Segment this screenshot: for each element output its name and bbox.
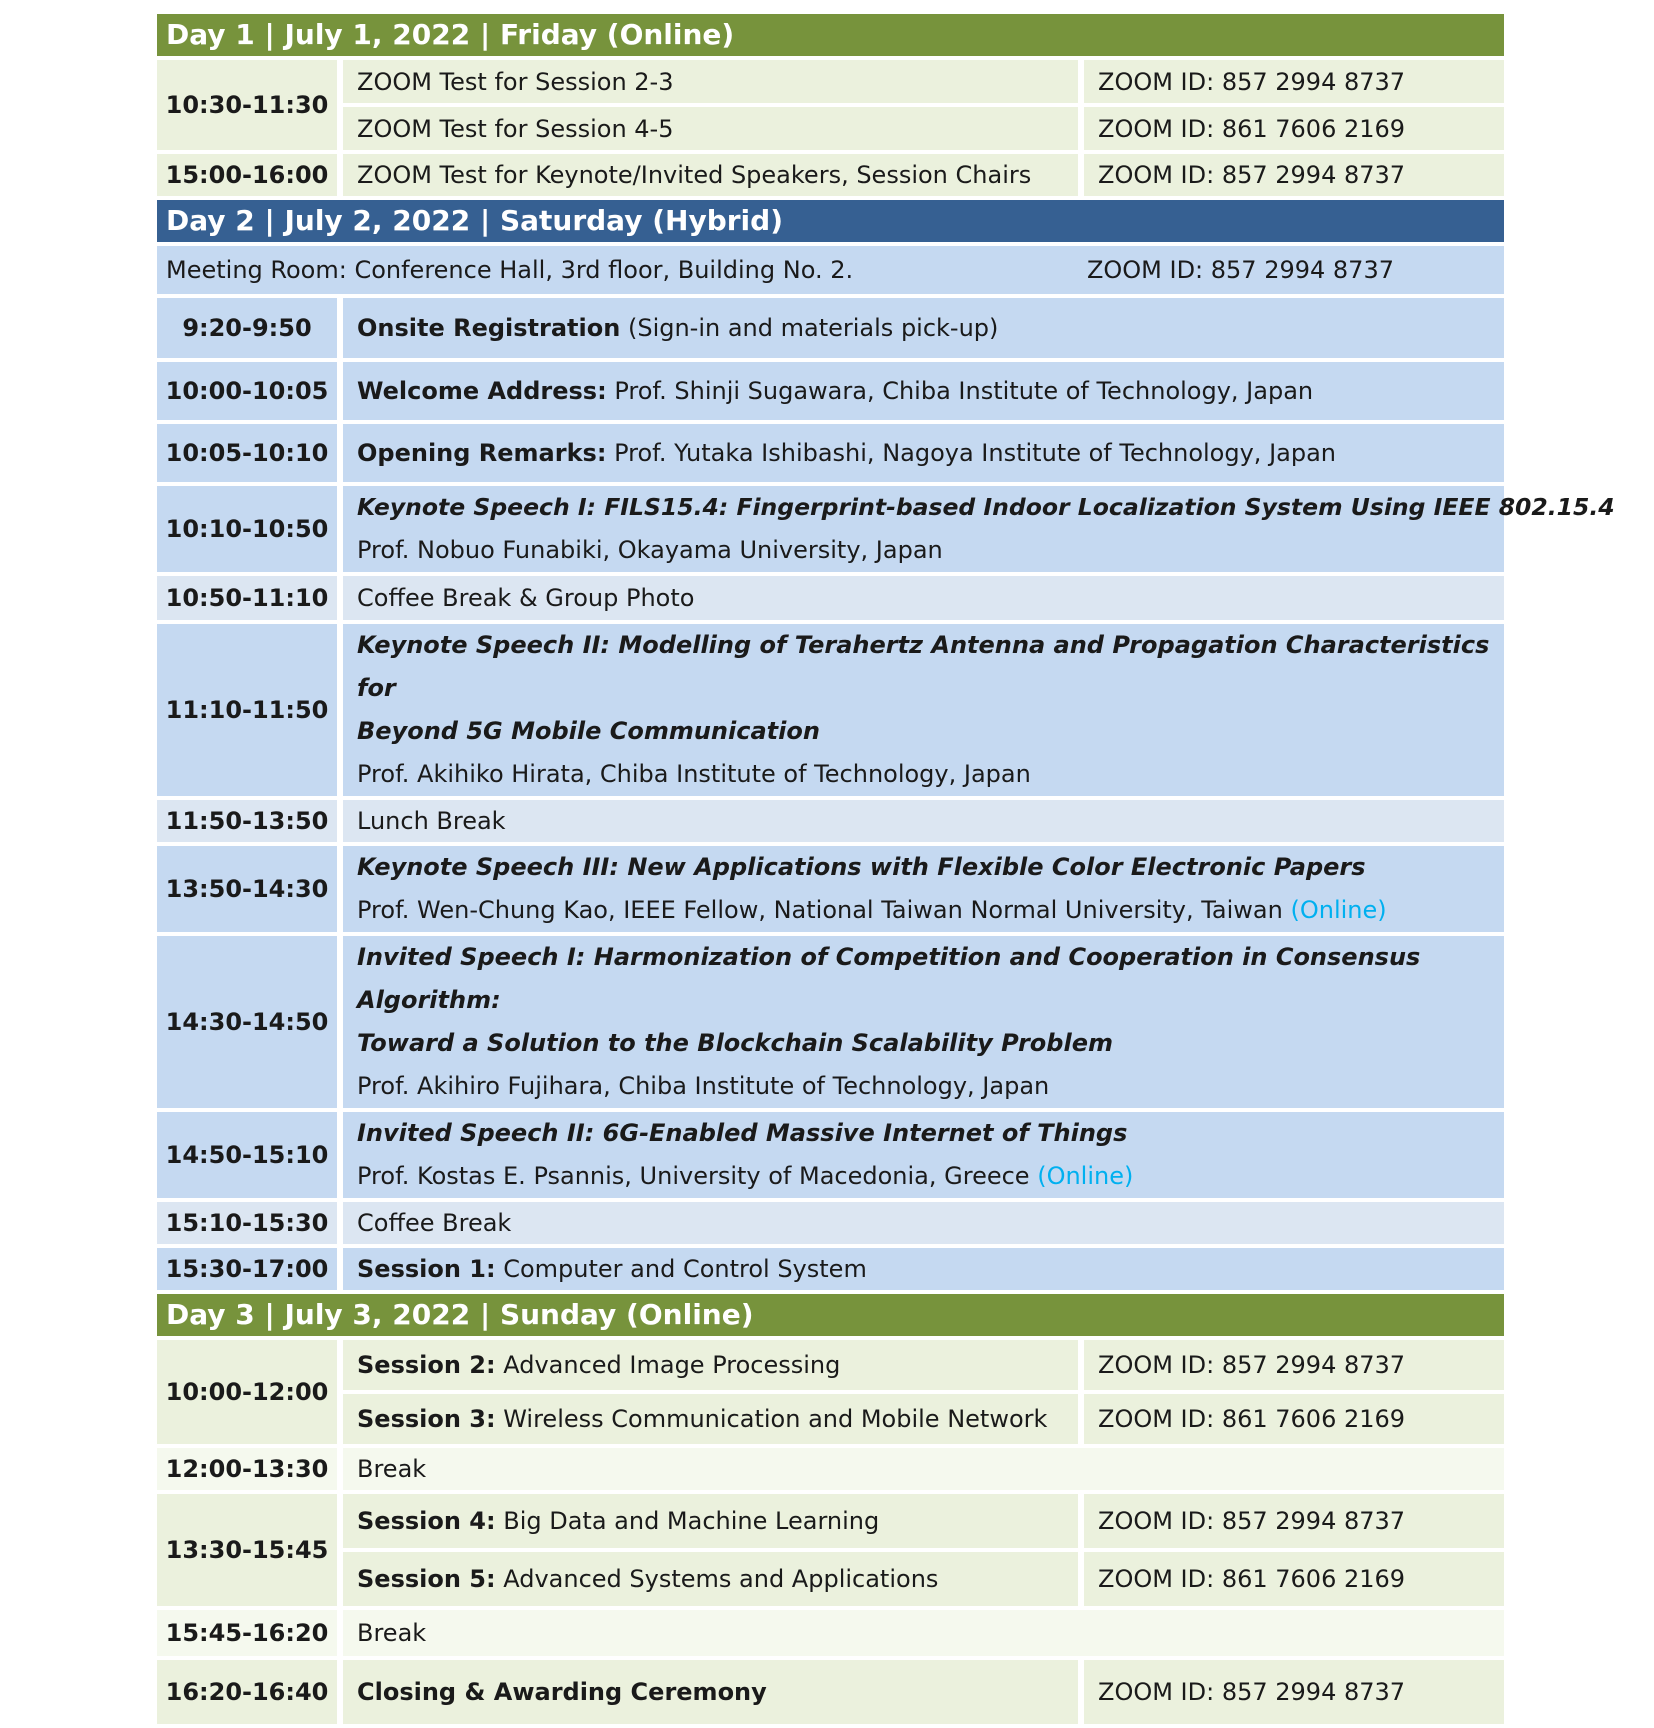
session-title: ZOOM Test for Keynote/Invited Speakers, Session Chairs	[343, 154, 1078, 196]
item-text: Computer and Control System	[495, 1255, 867, 1283]
item-label: Session 3:	[357, 1405, 496, 1433]
table-row	[157, 1248, 1504, 1290]
table-row	[157, 1394, 1504, 1444]
item-text: Prof. Shinji Sugawara, Chiba Institute of Technology, Japan	[606, 377, 1314, 405]
table-row	[157, 936, 1504, 1108]
time-cell: 10:10-10:50	[157, 486, 343, 572]
zoom-id: ZOOM ID: 861 7606 2169	[1078, 1394, 1504, 1444]
zoom-id: ZOOM ID: 857 2994 8737	[1078, 154, 1504, 196]
item-text: Big Data and Machine Learning	[495, 1507, 880, 1535]
keynote-title: Keynote Speech I: FILS15.4: Fingerprint-based Indoor Localization System Using IEEE 802.15.4	[357, 493, 1615, 521]
meeting-room: Meeting Room: Conference Hall, 3rd floor, Building No. 2.	[166, 256, 854, 284]
online-tag: (Online)	[1290, 896, 1387, 924]
table-row	[157, 1340, 1504, 1390]
item-text: Prof. Yutaka Ishibashi, Nagoya Institute of Technology, Japan	[606, 439, 1336, 467]
item-label: Session 5:	[357, 1565, 496, 1593]
time-cell: 10:50-11:10	[157, 576, 343, 620]
table-row	[157, 60, 1504, 103]
table-row	[157, 800, 1504, 842]
table-row	[157, 107, 1504, 150]
time-cell: 10:30-11:30	[157, 60, 343, 150]
time-cell: 10:05-10:10	[157, 424, 343, 482]
table-row	[157, 154, 1504, 196]
day2-header: Day 2 | July 2, 2022 | Saturday (Hybrid)	[157, 200, 1504, 242]
zoom-id: ZOOM ID: 857 2994 8737	[1078, 1340, 1504, 1390]
time-cell: 10:00-12:00	[157, 1340, 343, 1444]
time-cell: 15:00-16:00	[157, 154, 343, 196]
speaker: Prof. Nobuo Funabiki, Okayama University, Japan	[357, 536, 943, 564]
item-label: Session 4:	[357, 1507, 496, 1535]
item-text: Lunch Break	[343, 800, 1504, 842]
day2-header-row	[157, 200, 1504, 242]
time-cell: 12:00-13:30	[157, 1448, 343, 1490]
time-cell: 13:30-15:45	[157, 1494, 343, 1606]
item-text: Wireless Communication and Mobile Network	[495, 1405, 1048, 1433]
item-label: Onsite Registration	[357, 314, 621, 342]
table-row	[157, 1202, 1504, 1244]
day3-header-row	[157, 1294, 1504, 1336]
table-row	[157, 1552, 1504, 1606]
time-cell: 15:10-15:30	[157, 1202, 343, 1244]
table-row	[157, 1660, 1504, 1724]
keynote-title: Keynote Speech II: Modelling of Terahertz Antenna and Propagation Characteristics for	[357, 631, 1490, 702]
time-cell: 14:50-15:10	[157, 1112, 343, 1198]
item-text: Break	[343, 1448, 1504, 1490]
time-cell: 10:00-10:05	[157, 362, 343, 420]
item-text: Advanced Image Processing	[495, 1351, 841, 1379]
zoom-id: ZOOM ID: 861 7606 2169	[1078, 1552, 1504, 1606]
table-row	[157, 486, 1504, 572]
item-text: Coffee Break	[343, 1202, 1504, 1244]
zoom-id: ZOOM ID: 857 2994 8737	[1078, 60, 1504, 103]
item-text: Coffee Break & Group Photo	[343, 576, 1504, 620]
time-cell: 9:20-9:50	[157, 298, 343, 358]
table-row	[157, 362, 1504, 420]
time-cell: 15:45-16:20	[157, 1610, 343, 1656]
table-row	[157, 846, 1504, 932]
zoom-id: ZOOM ID: 857 2994 8737	[1086, 256, 1394, 284]
session-title: ZOOM Test for Session 4-5	[343, 107, 1078, 150]
invited-title: Invited Speech I: Harmonization of Competition and Cooperation in Consensus Algorithm:	[357, 943, 1421, 1014]
table-row	[157, 424, 1504, 482]
table-row	[157, 1112, 1504, 1198]
item-label: Closing & Awarding Ceremony	[343, 1660, 1078, 1724]
table-row	[157, 1448, 1504, 1490]
item-text: Break	[343, 1610, 1504, 1656]
invited-title: Invited Speech II: 6G-Enabled Massive Internet of Things	[357, 1119, 1128, 1147]
keynote-title: Keynote Speech III: New Applications with Flexible Color Electronic Papers	[357, 853, 1366, 881]
speaker: Prof. Kostas E. Psannis, University of Macedonia, Greece	[357, 1162, 1038, 1190]
day1-header: Day 1 | July 1, 2022 | Friday (Online)	[157, 14, 1504, 56]
time-cell: 14:30-14:50	[157, 936, 343, 1108]
invited-title-cont: Toward a Solution to the Blockchain Scalability Problem	[357, 1029, 1113, 1057]
item-text: Advanced Systems and Applications	[495, 1565, 939, 1593]
zoom-id: ZOOM ID: 857 2994 8737	[1078, 1660, 1504, 1724]
time-cell: 16:20-16:40	[157, 1660, 343, 1724]
item-label: Session 1:	[357, 1255, 496, 1283]
time-cell: 11:50-13:50	[157, 800, 343, 842]
zoom-id: ZOOM ID: 857 2994 8737	[1078, 1494, 1504, 1548]
speaker: Prof. Wen-Chung Kao, IEEE Fellow, National Taiwan Normal University, Taiwan	[357, 896, 1291, 924]
item-label: Session 2:	[357, 1351, 496, 1379]
item-label: Opening Remarks:	[357, 439, 607, 467]
time-cell: 11:10-11:50	[157, 624, 343, 796]
speaker: Prof. Akihiko Hirata, Chiba Institute of Technology, Japan	[357, 760, 1031, 788]
zoom-id: ZOOM ID: 861 7606 2169	[1078, 107, 1504, 150]
table-row	[157, 624, 1504, 796]
item-label: Welcome Address:	[357, 377, 607, 405]
item-text: (Sign-in and materials pick-up)	[620, 314, 999, 342]
schedule-table	[157, 10, 1615, 1728]
time-cell: 13:50-14:30	[157, 846, 343, 932]
table-row	[157, 1610, 1504, 1656]
table-row	[157, 576, 1504, 620]
online-tag: (Online)	[1037, 1162, 1134, 1190]
keynote-title-cont: Beyond 5G Mobile Communication	[357, 717, 820, 745]
session-title: ZOOM Test for Session 2-3	[343, 60, 1078, 103]
table-row	[157, 298, 1504, 358]
day3-header: Day 3 | July 3, 2022 | Sunday (Online)	[157, 1294, 1504, 1336]
meeting-room-row	[157, 246, 1504, 294]
time-cell: 15:30-17:00	[157, 1248, 343, 1290]
day1-header-row	[157, 14, 1504, 56]
speaker: Prof. Akihiro Fujihara, Chiba Institute of Technology, Japan	[357, 1072, 1050, 1100]
table-row	[157, 1494, 1504, 1548]
